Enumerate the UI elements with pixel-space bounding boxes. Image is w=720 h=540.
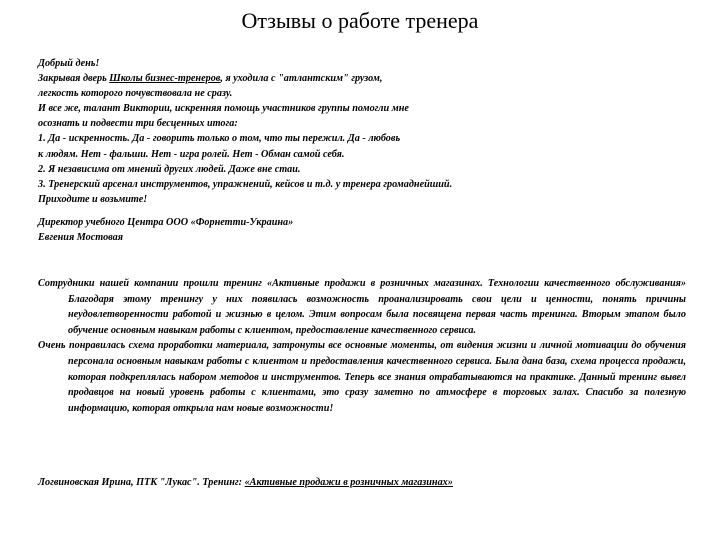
signature-2-text: Логвиновская Ирина, ПТК "Лукас". Тренинг: [38,477,245,488]
review-1-intro-prefix: Закрывая дверь [38,73,110,85]
signature-2 [38,475,453,490]
review-1-line: к людям. Нет - фальши. Нет - игра ролей. Нет - Обман самой себя. [38,148,345,160]
review-2 [38,276,686,416]
review-2-paragraph-2: Очень понравилась схема проработки материала, затронуты все основные моменты, от видения жизни и личной мотивации до обучения персонала основным навыкам работы с клиентом и предоставления качественного сервиса. Была дана база, схема процесса продажи, которая подкреплялась набором методов и инструментов. Теперь все знания отрабатываются на практике. Данный тренинг вывел продавцов на новый уровень работы с клиентами, это сразу заметно по атмосфере в торговых залах. Спасибо за полезную информацию, которая открыла нам новые возможности! [38,340,686,414]
signature-1 [38,215,293,245]
review-1-line: 2. Я независима от мнений других людей. Даже вне стаи. [38,163,301,175]
review-1-line: легкость которого почувствовала не сразу. [38,88,233,100]
school-link[interactable]: Школы бизнес-тренеров [109,73,221,85]
review-1 [38,56,688,207]
training-link[interactable]: «Активные продажи в розничных магазинах» [244,477,453,488]
page-title: Отзывы о работе тренера [241,8,479,33]
signature-1-position: Директор учебного Центра ООО «Форнетти-Украина» [38,217,294,228]
review-1-line: 3. Тренерский арсенал инструментов, упражнений, кейсов и т.д. у тренера громаднейший. [38,178,453,190]
review-1-greeting: Добрый день! [38,58,100,69]
review-1-line: осознать и подвести три бесценных итога: [38,118,238,130]
review-1-intro [38,71,688,86]
review-1-line: 1. Да - искренность. Да - говорить только о том, что ты пережил. Да - любовь [38,133,401,145]
review-1-intro-suffix: , я уходила с "атлантским" грузом, [220,73,383,85]
review-2-paragraph-1: Сотрудники нашей компании прошли тренинг «Активные продажи в розничных магазинах. Технологии качественного обслуживания» Благодаря этому тренингу у них появилась возможность проанализировать свои цели и ценности, понять причины неудовлетворенности работой и жизнью в целом. Этим вопросам была посвящена первая часть тренинга. Вторым этапом было обучение основным навыкам работы с клиентом, предоставление качественного сервиса. [38,278,686,336]
review-1-line: И все же, талант Виктории, искренняя помощь участников группы помогли мне [38,103,409,115]
review-1-line: Приходите и возьмите! [38,193,148,205]
signature-1-name: Евгения Мостовая [38,232,123,244]
